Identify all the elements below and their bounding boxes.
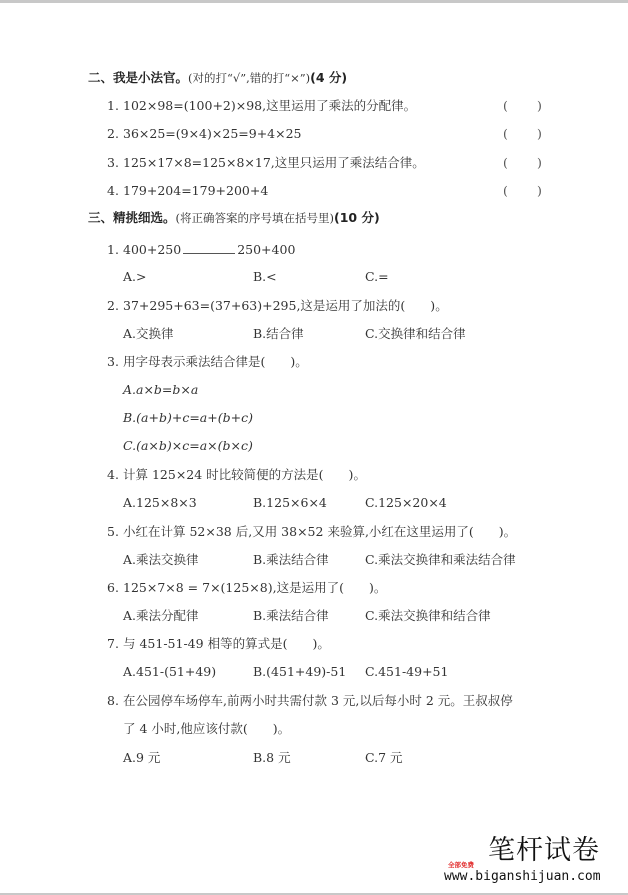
question-text: 37+295+63=(37+63)+295,这是运用了加法的( )。 bbox=[123, 298, 448, 313]
section2-heading bbox=[88, 70, 347, 86]
item-text: 125×17×8=125×8×17,这里只运用了乘法结合律。 bbox=[123, 155, 425, 170]
section2-score: (4 分) bbox=[310, 70, 348, 85]
option-c[interactable]: C.= bbox=[365, 269, 389, 284]
item-number: 1. bbox=[107, 98, 119, 113]
option-c[interactable]: C.(a×b)×c=a×(b×c) bbox=[123, 438, 253, 453]
option-b[interactable]: B.结合律 bbox=[253, 326, 304, 341]
option-b[interactable]: B.乘法结合律 bbox=[253, 552, 329, 567]
question-text: 125×7×8 = 7×(125×8),这是运用了( )。 bbox=[123, 580, 387, 595]
s3-question-2 bbox=[107, 298, 448, 314]
option-a[interactable]: A.乘法交换律 bbox=[123, 552, 199, 567]
question-number: 5. bbox=[107, 524, 119, 539]
s3-question-8-continued bbox=[123, 721, 290, 737]
answer-paren-close[interactable]: ) bbox=[537, 98, 542, 113]
question-text: 用字母表示乘法结合律是( )。 bbox=[123, 354, 308, 369]
option-b[interactable]: B.(451+49)-51 bbox=[253, 664, 347, 679]
item-text: 36×25=(9×4)×25=9+4×25 bbox=[123, 126, 302, 141]
option-c[interactable]: C.451-49+51 bbox=[365, 664, 449, 679]
question-number: 2. bbox=[107, 298, 119, 313]
s3-question-5 bbox=[107, 524, 516, 540]
option-b[interactable]: B.乘法结合律 bbox=[253, 608, 329, 623]
question-right-expr: 250+400 bbox=[237, 242, 296, 257]
s3-question-4 bbox=[107, 467, 366, 483]
option-a[interactable]: A.125×8×3 bbox=[123, 495, 197, 510]
option-b[interactable]: B.< bbox=[253, 269, 277, 284]
option-a[interactable]: A.交换律 bbox=[123, 326, 174, 341]
option-a[interactable]: A.乘法分配律 bbox=[123, 608, 199, 623]
option-b[interactable]: B.8 元 bbox=[253, 750, 291, 765]
option-c[interactable]: C.7 元 bbox=[365, 750, 403, 765]
watermark-url[interactable]: www.biganshijuan.com bbox=[444, 869, 601, 884]
option-c[interactable]: C.乘法交换律和结合律 bbox=[365, 608, 491, 623]
question-number: 1. bbox=[107, 242, 119, 257]
question-number: 4. bbox=[107, 467, 119, 482]
s2-item-4 bbox=[107, 183, 268, 199]
question-text: 在公园停车场停车,前两小时共需付款 3 元,以后每小时 2 元。王叔叔停 bbox=[123, 693, 513, 708]
answer-paren-open: ( bbox=[503, 126, 508, 141]
question-text: 与 451-51-49 相等的算式是( )。 bbox=[123, 636, 330, 651]
s2-item-3 bbox=[107, 155, 425, 171]
option-b[interactable]: B.125×6×4 bbox=[253, 495, 327, 510]
s3-question-8 bbox=[107, 693, 513, 709]
question-number: 3. bbox=[107, 354, 119, 369]
fill-blank[interactable] bbox=[183, 241, 235, 254]
item-text: 179+204=179+200+4 bbox=[123, 183, 269, 198]
item-number: 3. bbox=[107, 155, 119, 170]
section3-heading bbox=[88, 210, 380, 226]
answer-paren-close[interactable]: ) bbox=[537, 183, 542, 198]
question-text: 小红在计算 52×38 后,又用 38×52 来验算,小红在这里运用了( )。 bbox=[123, 524, 517, 539]
s3-question-1 bbox=[107, 241, 295, 258]
top-border bbox=[0, 0, 628, 3]
section3-note: (将正确答案的序号填在括号里) bbox=[175, 211, 334, 225]
answer-paren-open: ( bbox=[503, 155, 508, 170]
answer-paren-open: ( bbox=[503, 98, 508, 113]
option-c[interactable]: C.交换律和结合律 bbox=[365, 326, 466, 341]
section2-note: (对的打“√”,错的打“×”) bbox=[188, 71, 311, 85]
s3-question-3 bbox=[107, 354, 308, 370]
item-number: 2. bbox=[107, 126, 119, 141]
question-number: 7. bbox=[107, 636, 119, 651]
answer-paren-close[interactable]: ) bbox=[537, 126, 542, 141]
option-a[interactable]: A.9 元 bbox=[123, 750, 161, 765]
section3-score: (10 分) bbox=[334, 210, 380, 225]
question-number: 6. bbox=[107, 580, 119, 595]
option-a[interactable]: A.> bbox=[123, 269, 147, 284]
question-text: 计算 125×24 时比较简便的方法是( )。 bbox=[123, 467, 366, 482]
s3-question-7 bbox=[107, 636, 330, 652]
option-a[interactable]: A.a×b=b×a bbox=[123, 382, 199, 397]
item-number: 4. bbox=[107, 183, 119, 198]
watermark-free-badge: 全部免费 bbox=[448, 861, 474, 869]
question-left-expr: 400+250 bbox=[123, 242, 182, 257]
answer-paren-open: ( bbox=[503, 183, 508, 198]
answer-paren-close[interactable]: ) bbox=[537, 155, 542, 170]
watermark-logo bbox=[440, 836, 620, 888]
section3-title: 三、精挑细选。 bbox=[88, 210, 176, 225]
option-c[interactable]: C.125×20×4 bbox=[365, 495, 447, 510]
s2-item-1 bbox=[107, 98, 416, 114]
section2-title: 二、我是小法官。 bbox=[88, 70, 189, 85]
question-text-continued: 了 4 小时,他应该付款( )。 bbox=[123, 721, 291, 736]
watermark-title: 笔杆试卷 bbox=[488, 835, 600, 866]
s2-item-2 bbox=[107, 126, 302, 142]
option-c[interactable]: C.乘法交换律和乘法结合律 bbox=[365, 552, 516, 567]
s3-question-6 bbox=[107, 580, 386, 596]
option-a[interactable]: A.451-(51+49) bbox=[123, 664, 217, 679]
item-text: 102×98=(100+2)×98,这里运用了乘法的分配律。 bbox=[123, 98, 417, 113]
option-b[interactable]: B.(a+b)+c=a+(b+c) bbox=[123, 410, 253, 425]
question-number: 8. bbox=[107, 693, 119, 708]
